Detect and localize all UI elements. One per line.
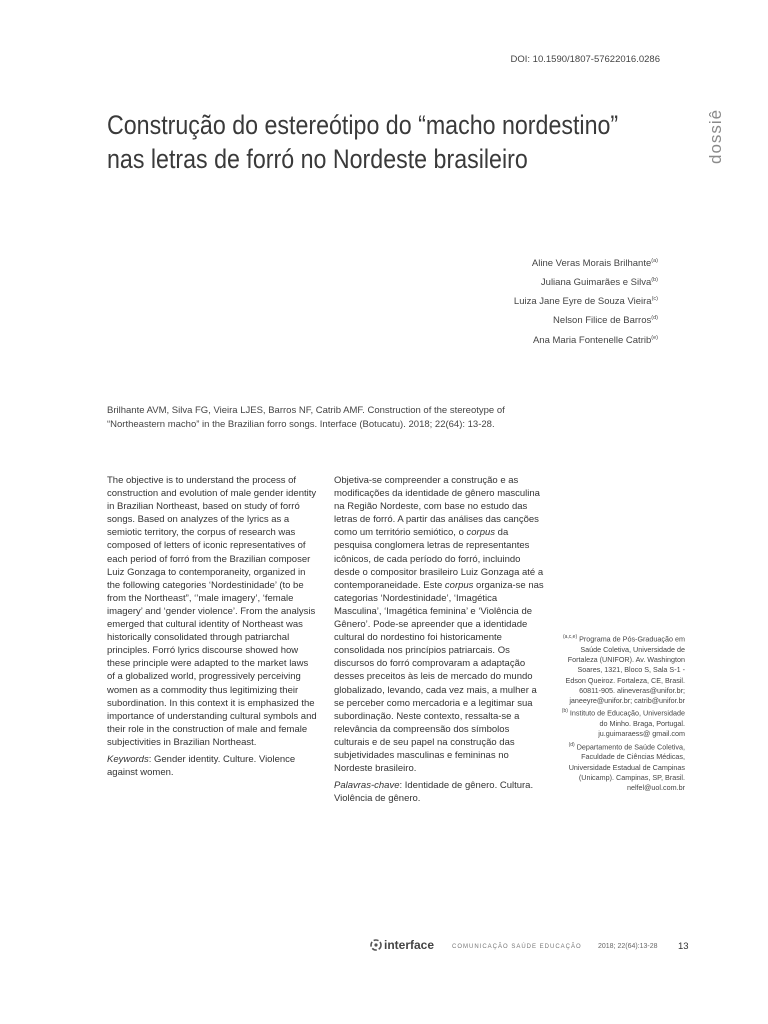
title-line-2: nas letras de forró no Nordeste brasileiro — [107, 144, 528, 174]
author-item: Aline Veras Morais Brilhante$^{(a)}$ — [531, 258, 658, 270]
abstract-en-text: The objective is to understand the process of construction and evolution of male gender identity in Brazilian Northeast, based on study of forró songs. Based on analyzes of the lyrics as a semiotic territory, the corpus of research was composed of letters of iconic representatives of each period of forró from the Brazilian composer Luiz Gonzaga to contemporaneity, organized in the following categories ‘Nordestinidade’ (to be from the Northeast”, ‘’male imagery’, ‘female imagery’ and ‘gender violence’. From the analysis emerged that cultural identity of Northeast was historically consolidated through patriarchal principles. Forró lyrics discourse showed how these principle were adapted to the market laws of a globalized world, progressively perceiving women as a commodity thus legitimizing their subordination. In this context it is emphasized the importance of understanding cultural symbols and their role in the construction of male and female subjectivities in Brazilian Northeast. — [107, 475, 317, 748]
title-line-1: Construção do estereótipo do “macho nordestino” — [107, 110, 619, 140]
author-item: Nelson Filice de Barros$^{(d)}$ — [553, 315, 658, 327]
author-list — [514, 253, 658, 349]
issue-info: 2018; 22(64):13-28 — [598, 943, 658, 950]
abstract-english — [107, 474, 317, 779]
journal-logo — [370, 938, 434, 952]
article-title — [107, 108, 666, 176]
section-label: dossiê — [706, 108, 725, 164]
page-number: 13 — [678, 941, 689, 952]
journal-logo-text: interface — [384, 938, 435, 952]
keywords-en: Keywords: Gender identity. Culture. Violence against women. — [107, 753, 296, 779]
affiliations — [560, 632, 685, 794]
citation: Brilhante AVM, Silva FG, Vieira LJES, Barros NF, Catrib AMF. Construction of the stereotype of “Northeastern macho” in the Brazilian forro songs. Interface (Botucatu). 2018; 22(64): 13-28. — [107, 405, 505, 430]
affiliation-a: $^{(a,c,e)}$ Programa de Pós-Graduação em Saúde Coletiva, Universidade de Fortaleza (UNIFOR). Av. Washington Soares, 1321, Bloco S, Sala S-1 - Edson Queiroz. Fortaleza, CE, Brasil. 60811-905. alineveras@unifor.br; janeeyre@unifor.br; catrib@unifor.br — [562, 634, 685, 706]
affiliation-d: $^{(d)}$ Departamento de Saúde Coletiva, Faculdade de Ciências Médicas, Universidade Estadual de Campinas (Unicamp). Campinas, SP, Brasil. nelfel@uol.com.br — [568, 741, 685, 793]
keywords-pt: Palavras-chave: Identidade de gênero. Cultura. Violência de gênero. — [334, 780, 534, 805]
journal-tagline: COMUNICAÇÃO SAÚDE EDUCAÇÃO — [452, 944, 582, 950]
doi-label: DOI: 10.1590/1807-57622016.0286 — [510, 54, 660, 65]
abstract-pt-text: Objetiva-se compreender a construção e as modificações da identidade de gênero masculina na Região Nordeste, com base no estudo das letras de forró. A partir das análises das canções como um território semiótico, o corpus da pesquisa conglomera letras de representantes icônicos, de cada período do forró, incluindo desde o compositor brasileiro Luiz Gonzaga até a contemporaneidade. Este corpus organiza-se nas categorias ‘Nordestinidade’, ‘Imagética Masculina’, ‘Imagética feminina’ e ‘Violência de Gênero’. Pode-se apreender que a identidade cultural do nordestino foi historicamente consolidada nos princípios patriarcais. Os discursos do forró comprovaram a adaptação desses preceitos às leis de mercado do mundo globalizado, levando, cada vez mais, a mulher a se perceber como mercadoria e a legitimar sua subordinação. Neste contexto, ressalta-se a relevância da compreensão dos símbolos culturais e de seu papel na construção das subjetividades masculinas e femininas no Nordeste brasileiro. — [334, 475, 544, 775]
author-item: Luiza Jane Eyre de Souza Vieira$^{(c)}$ — [513, 296, 658, 308]
author-item: Juliana Guimarães e Silva$^{(b)}$ — [540, 277, 658, 289]
affiliation-b: $^{(b)}$ Instituto de Educação, Universidade do Minho. Braga, Portugal. ju.guimaraess@ gmail.com — [561, 708, 685, 739]
author-item: Ana Maria Fontenelle Catrib$^{(e)}$ — [532, 334, 658, 346]
abstract-portuguese — [334, 474, 547, 805]
interface-logo-icon — [370, 939, 382, 951]
